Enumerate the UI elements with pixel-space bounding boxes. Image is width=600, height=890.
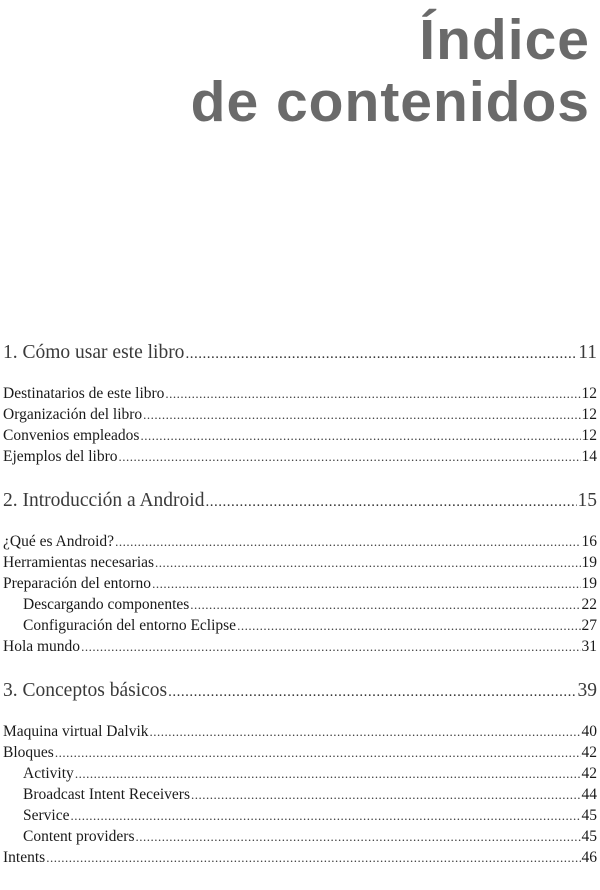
toc-chapter-heading — [3, 679, 597, 703]
dot-leader — [152, 573, 580, 594]
entry-title: Activity — [23, 765, 74, 782]
entry-title: Destinatarios de este libro — [3, 385, 165, 402]
toc-entry — [3, 721, 597, 742]
entry-page-number: 19 — [581, 575, 597, 592]
chapter-title: 1. Cómo usar este libro — [3, 342, 185, 363]
dot-leader — [237, 615, 580, 636]
dot-leader — [150, 721, 581, 742]
toc-subentry — [3, 805, 597, 826]
title-line-1: Índice — [419, 8, 590, 72]
chapter-page-number: 39 — [577, 680, 597, 701]
entry-title: ¿Qué es Android? — [3, 533, 115, 550]
entry-page-number: 14 — [581, 448, 597, 465]
page-title — [191, 8, 590, 134]
dot-leader — [168, 680, 576, 704]
entry-page-number: 46 — [581, 849, 597, 866]
entry-title: Configuración del entorno Eclipse — [23, 617, 237, 634]
entry-title: Service — [23, 807, 70, 824]
toc-subentry — [3, 594, 597, 615]
entry-page-number: 42 — [581, 765, 597, 782]
entry-title: Descargando componentes — [23, 596, 190, 613]
toc-chapter-group — [3, 341, 597, 467]
entry-page-number: 31 — [581, 638, 597, 655]
toc-chapter-heading — [3, 341, 597, 365]
toc-entry — [3, 446, 597, 467]
entry-page-number: 16 — [581, 533, 597, 550]
toc-chapter-group — [3, 489, 597, 657]
entry-title: Maquina virtual Dalvik — [3, 723, 149, 740]
entry-page-number: 44 — [581, 786, 597, 803]
dot-leader — [155, 552, 580, 573]
toc-subentry — [3, 763, 597, 784]
dot-leader — [190, 594, 580, 615]
dot-leader — [140, 425, 580, 446]
dot-leader — [191, 784, 581, 805]
toc-entry — [3, 573, 597, 594]
dot-leader — [185, 342, 577, 366]
chapter-page-number: 15 — [577, 490, 597, 511]
toc-subentry — [3, 826, 597, 847]
entry-page-number: 27 — [581, 617, 597, 634]
table-of-contents — [3, 341, 597, 890]
dot-leader — [81, 636, 580, 657]
entry-title: Content providers — [23, 828, 135, 845]
toc-entry — [3, 531, 597, 552]
toc-subentry — [3, 615, 597, 636]
entry-title: Convenios empleados — [3, 427, 140, 444]
title-line-2: de contenidos — [190, 70, 590, 134]
entry-page-number: 45 — [581, 828, 597, 845]
entry-title: Bloques — [3, 744, 54, 761]
entry-title: Intents — [3, 849, 46, 866]
dot-leader — [119, 446, 581, 467]
entry-title: Organización del libro — [3, 406, 143, 423]
dot-leader — [205, 490, 576, 514]
dot-leader — [70, 805, 580, 826]
entry-page-number: 12 — [581, 385, 597, 402]
entry-title: Herramientas necesarias — [3, 554, 155, 571]
toc-chapter-heading — [3, 489, 597, 513]
toc-entry — [3, 847, 597, 868]
entry-page-number: 19 — [581, 554, 597, 571]
dot-leader — [46, 847, 580, 868]
dot-leader — [55, 742, 581, 763]
chapter-page-number: 11 — [578, 342, 597, 363]
toc-subentry — [3, 784, 597, 805]
entry-title: Broadcast Intent Receivers — [23, 786, 190, 803]
entry-page-number: 12 — [581, 427, 597, 444]
dot-leader — [136, 826, 581, 847]
entry-title: Preparación del entorno — [3, 575, 152, 592]
entry-title: Ejemplos del libro — [3, 448, 118, 465]
toc-entry — [3, 552, 597, 573]
toc-entry — [3, 404, 597, 425]
toc-entry — [3, 383, 597, 404]
toc-entry — [3, 636, 597, 657]
chapter-title: 3. Conceptos básicos — [3, 680, 168, 701]
chapter-title: 2. Introducción a Android — [3, 490, 205, 511]
toc-entry — [3, 425, 597, 446]
toc-entry — [3, 742, 597, 763]
entry-page-number: 45 — [581, 807, 597, 824]
entry-page-number: 42 — [581, 744, 597, 761]
dot-leader — [75, 763, 581, 784]
entry-page-number: 12 — [581, 406, 597, 423]
dot-leader — [115, 531, 580, 552]
dot-leader — [165, 383, 580, 404]
toc-chapter-group — [3, 679, 597, 868]
entry-page-number: 40 — [581, 723, 597, 740]
entry-title: Hola mundo — [3, 638, 81, 655]
entry-page-number: 22 — [581, 596, 597, 613]
dot-leader — [143, 404, 580, 425]
